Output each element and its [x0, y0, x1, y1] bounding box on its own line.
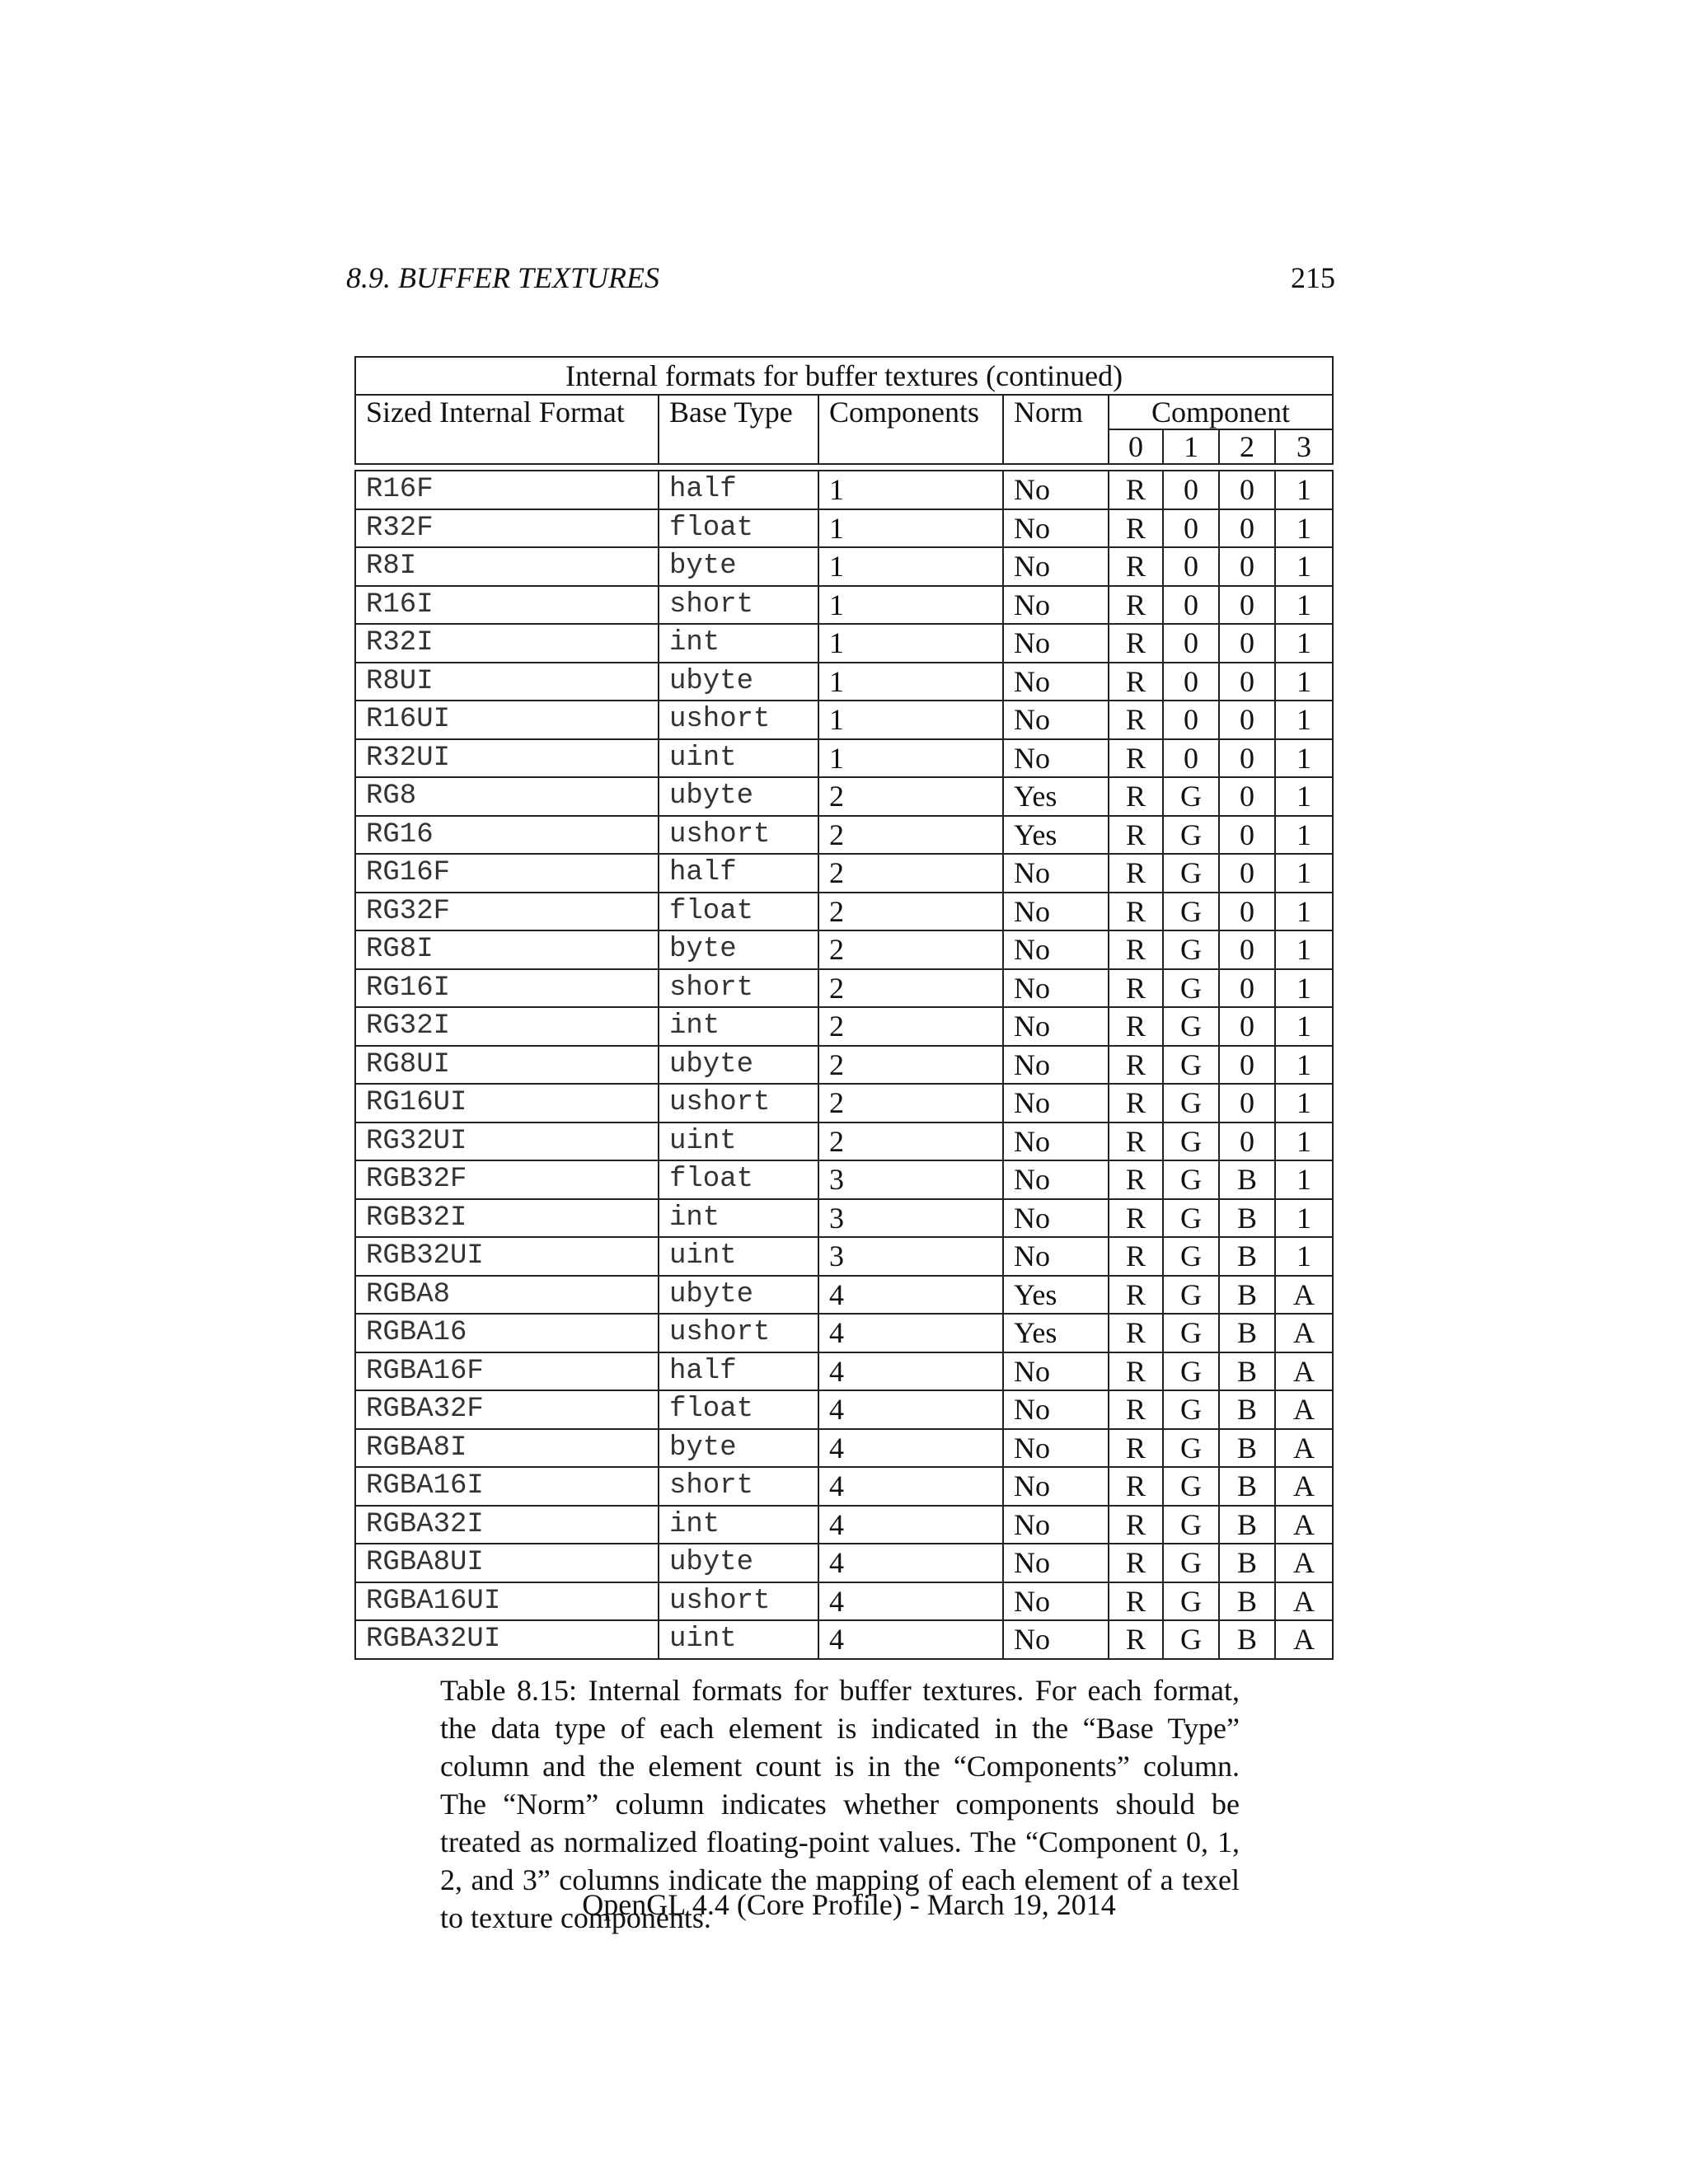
cell-base-type: ubyte [659, 1276, 818, 1315]
cell-component-2: 0 [1219, 471, 1275, 509]
table-body [355, 471, 1333, 1659]
column-header-component-group: Component [1109, 395, 1333, 429]
cell-base-type: float [659, 893, 818, 931]
cell-norm: No [1003, 1199, 1109, 1238]
cell-component-2: B [1219, 1582, 1275, 1621]
cell-format: R16UI [355, 701, 659, 739]
cell-components: 4 [818, 1582, 1003, 1621]
cell-norm: No [1003, 854, 1109, 893]
table-row [355, 471, 1333, 509]
cell-norm: No [1003, 1467, 1109, 1506]
cell-component-0: R [1109, 1467, 1163, 1506]
cell-format: RG8UI [355, 1046, 659, 1085]
cell-norm: No [1003, 1237, 1109, 1276]
cell-component-1: G [1163, 1237, 1219, 1276]
cell-component-3: A [1275, 1352, 1333, 1391]
cell-component-0: R [1109, 663, 1163, 701]
cell-component-1: G [1163, 1467, 1219, 1506]
cell-norm: No [1003, 547, 1109, 586]
cell-component-2: 0 [1219, 930, 1275, 969]
cell-format: RGB32I [355, 1199, 659, 1238]
cell-format: RG16 [355, 816, 659, 855]
cell-component-2: 0 [1219, 624, 1275, 663]
cell-base-type: byte [659, 930, 818, 969]
table-row [355, 1237, 1333, 1276]
cell-base-type: short [659, 586, 818, 625]
cell-norm: No [1003, 509, 1109, 548]
cell-component-0: R [1109, 701, 1163, 739]
cell-format: RGBA16F [355, 1352, 659, 1391]
cell-components: 1 [818, 739, 1003, 778]
cell-components: 4 [818, 1352, 1003, 1391]
cell-components: 4 [818, 1429, 1003, 1468]
page-footer: OpenGL 4.4 (Core Profile) - March 19, 2014 [582, 1888, 1116, 1921]
cell-base-type: byte [659, 1429, 818, 1468]
cell-norm: No [1003, 1544, 1109, 1582]
cell-format: R8UI [355, 663, 659, 701]
cell-component-1: G [1163, 777, 1219, 816]
cell-component-1: G [1163, 1429, 1219, 1468]
table-row [355, 1506, 1333, 1544]
table-row [355, 1314, 1333, 1352]
cell-format: RG32F [355, 893, 659, 931]
cell-base-type: ubyte [659, 1544, 818, 1582]
column-header-component-1: 1 [1163, 429, 1219, 464]
section-title: 8.9. BUFFER TEXTURES [346, 261, 659, 294]
table-row [355, 930, 1333, 969]
cell-component-2: B [1219, 1314, 1275, 1352]
cell-component-3: 1 [1275, 509, 1333, 548]
cell-component-3: 1 [1275, 624, 1333, 663]
cell-components: 4 [818, 1467, 1003, 1506]
cell-component-1: G [1163, 1046, 1219, 1085]
cell-component-3: 1 [1275, 471, 1333, 509]
cell-format: RGBA16I [355, 1467, 659, 1506]
cell-norm: No [1003, 1506, 1109, 1544]
cell-component-1: G [1163, 1007, 1219, 1046]
cell-component-1: 0 [1163, 586, 1219, 625]
cell-base-type: int [659, 1199, 818, 1238]
table-row [355, 1276, 1333, 1315]
cell-components: 4 [818, 1506, 1003, 1544]
column-header-component-2: 2 [1219, 429, 1275, 464]
cell-component-1: G [1163, 1084, 1219, 1122]
cell-base-type: ubyte [659, 777, 818, 816]
cell-component-3: 1 [1275, 1084, 1333, 1122]
cell-component-2: 0 [1219, 1084, 1275, 1122]
cell-component-1: 0 [1163, 701, 1219, 739]
cell-component-0: R [1109, 1199, 1163, 1238]
cell-norm: No [1003, 1429, 1109, 1468]
cell-format: RGBA8I [355, 1429, 659, 1468]
cell-format: RGBA32I [355, 1506, 659, 1544]
cell-component-1: 0 [1163, 624, 1219, 663]
cell-component-2: B [1219, 1506, 1275, 1544]
cell-components: 2 [818, 1122, 1003, 1161]
cell-component-2: B [1219, 1544, 1275, 1582]
table-row [355, 1467, 1333, 1506]
cell-norm: No [1003, 1390, 1109, 1429]
table-row [355, 1084, 1333, 1122]
cell-norm: No [1003, 739, 1109, 778]
cell-component-3: 1 [1275, 1160, 1333, 1199]
cell-norm: No [1003, 1582, 1109, 1621]
cell-base-type: float [659, 1160, 818, 1199]
cell-format: R16F [355, 471, 659, 509]
cell-component-0: R [1109, 893, 1163, 931]
cell-component-3: 1 [1275, 930, 1333, 969]
cell-norm: Yes [1003, 1276, 1109, 1315]
column-header-component-3: 3 [1275, 429, 1333, 464]
table-row [355, 893, 1333, 931]
cell-component-2: 0 [1219, 509, 1275, 548]
cell-component-3: A [1275, 1276, 1333, 1315]
cell-component-3: 1 [1275, 1237, 1333, 1276]
cell-component-1: 0 [1163, 547, 1219, 586]
table-row [355, 777, 1333, 816]
cell-component-3: A [1275, 1582, 1333, 1621]
header-separator [355, 464, 1333, 471]
cell-component-0: R [1109, 777, 1163, 816]
cell-component-1: G [1163, 816, 1219, 855]
cell-component-2: B [1219, 1199, 1275, 1238]
cell-component-0: R [1109, 1122, 1163, 1161]
cell-component-1: 0 [1163, 509, 1219, 548]
cell-components: 4 [818, 1390, 1003, 1429]
cell-base-type: half [659, 854, 818, 893]
cell-component-0: R [1109, 1314, 1163, 1352]
cell-component-0: R [1109, 1582, 1163, 1621]
cell-base-type: float [659, 509, 818, 548]
cell-component-3: A [1275, 1506, 1333, 1544]
cell-component-2: B [1219, 1429, 1275, 1468]
cell-component-1: G [1163, 893, 1219, 931]
table-row [355, 739, 1333, 778]
cell-component-0: R [1109, 1007, 1163, 1046]
cell-base-type: ubyte [659, 663, 818, 701]
cell-component-2: 0 [1219, 777, 1275, 816]
cell-base-type: int [659, 1506, 818, 1544]
cell-component-0: R [1109, 1620, 1163, 1659]
column-header-norm: Norm [1003, 395, 1109, 464]
cell-norm: No [1003, 1084, 1109, 1122]
cell-norm: No [1003, 930, 1109, 969]
cell-component-2: B [1219, 1390, 1275, 1429]
cell-component-3: 1 [1275, 663, 1333, 701]
cell-base-type: short [659, 969, 818, 1008]
cell-norm: No [1003, 663, 1109, 701]
cell-norm: Yes [1003, 1314, 1109, 1352]
cell-component-3: 1 [1275, 739, 1333, 778]
cell-component-0: R [1109, 471, 1163, 509]
table-caption: Table 8.15: Internal formats for buffer textures. For each format, the data type of each element is indicated in the “Base Type” column and the element count is in the “Components” column. The “Norm” column indicates whether components should be treated as normalized floating-point values. The “Component 0, 1, 2, and 3” columns indicate the mapping of each element of a texel to texture components. [440, 1674, 1240, 1934]
cell-norm: No [1003, 1122, 1109, 1161]
cell-components: 3 [818, 1160, 1003, 1199]
cell-component-0: R [1109, 1084, 1163, 1122]
column-header-format: Sized Internal Format [355, 395, 659, 464]
cell-component-3: 1 [1275, 1199, 1333, 1238]
cell-component-3: 1 [1275, 701, 1333, 739]
table-row [355, 1352, 1333, 1391]
cell-component-2: 0 [1219, 969, 1275, 1008]
cell-norm: No [1003, 1007, 1109, 1046]
cell-components: 1 [818, 471, 1003, 509]
cell-component-1: G [1163, 1544, 1219, 1582]
cell-component-0: R [1109, 854, 1163, 893]
cell-base-type: uint [659, 1122, 818, 1161]
cell-component-1: G [1163, 969, 1219, 1008]
cell-components: 2 [818, 930, 1003, 969]
table-row [355, 624, 1333, 663]
cell-base-type: half [659, 471, 818, 509]
cell-component-2: 0 [1219, 663, 1275, 701]
cell-component-0: R [1109, 509, 1163, 548]
cell-component-0: R [1109, 1237, 1163, 1276]
cell-component-3: 1 [1275, 547, 1333, 586]
cell-norm: No [1003, 1620, 1109, 1659]
cell-base-type: half [659, 1352, 818, 1391]
cell-base-type: uint [659, 1620, 818, 1659]
cell-base-type: float [659, 1390, 818, 1429]
table-row [355, 1582, 1333, 1621]
cell-format: RGB32UI [355, 1237, 659, 1276]
cell-norm: No [1003, 969, 1109, 1008]
cell-format: RGBA32UI [355, 1620, 659, 1659]
table-row [355, 1199, 1333, 1238]
cell-component-3: 1 [1275, 816, 1333, 855]
cell-component-1: G [1163, 930, 1219, 969]
cell-component-2: B [1219, 1467, 1275, 1506]
cell-component-3: A [1275, 1429, 1333, 1468]
cell-base-type: ushort [659, 1582, 818, 1621]
column-header-component-0: 0 [1109, 429, 1163, 464]
cell-base-type: ushort [659, 1084, 818, 1122]
cell-base-type: uint [659, 1237, 818, 1276]
cell-component-2: B [1219, 1237, 1275, 1276]
cell-base-type: int [659, 1007, 818, 1046]
cell-components: 3 [818, 1237, 1003, 1276]
column-header-components: Components [818, 395, 1003, 464]
cell-components: 4 [818, 1544, 1003, 1582]
cell-component-0: R [1109, 816, 1163, 855]
cell-components: 2 [818, 1084, 1003, 1122]
cell-format: R16I [355, 586, 659, 625]
page-number: 215 [1291, 261, 1335, 294]
cell-component-3: 1 [1275, 1046, 1333, 1085]
cell-components: 4 [818, 1314, 1003, 1352]
cell-component-3: 1 [1275, 1007, 1333, 1046]
cell-component-0: R [1109, 1046, 1163, 1085]
cell-components: 2 [818, 816, 1003, 855]
cell-component-3: 1 [1275, 586, 1333, 625]
running-head [346, 257, 1335, 298]
table-row [355, 1160, 1333, 1199]
cell-component-3: 1 [1275, 1122, 1333, 1161]
cell-component-3: A [1275, 1467, 1333, 1506]
internal-formats-table [354, 356, 1334, 1660]
table-row [355, 1122, 1333, 1161]
table-row [355, 663, 1333, 701]
cell-component-0: R [1109, 1160, 1163, 1199]
cell-component-1: G [1163, 854, 1219, 893]
cell-format: RGBA16UI [355, 1582, 659, 1621]
cell-component-2: B [1219, 1160, 1275, 1199]
cell-format: RGBA32F [355, 1390, 659, 1429]
cell-component-0: R [1109, 969, 1163, 1008]
cell-component-2: 0 [1219, 1046, 1275, 1085]
cell-component-0: R [1109, 1276, 1163, 1315]
cell-component-3: A [1275, 1544, 1333, 1582]
cell-component-1: G [1163, 1122, 1219, 1161]
table-row [355, 1620, 1333, 1659]
cell-norm: No [1003, 586, 1109, 625]
cell-component-2: 0 [1219, 1122, 1275, 1161]
cell-component-3: 1 [1275, 854, 1333, 893]
table-row [355, 701, 1333, 739]
cell-norm: No [1003, 471, 1109, 509]
cell-norm: No [1003, 1046, 1109, 1085]
cell-format: RG32UI [355, 1122, 659, 1161]
cell-format: RG16UI [355, 1084, 659, 1122]
cell-component-1: G [1163, 1506, 1219, 1544]
cell-component-0: R [1109, 1390, 1163, 1429]
table-row [355, 969, 1333, 1008]
cell-format: RG16F [355, 854, 659, 893]
table-row [355, 586, 1333, 625]
cell-base-type: ushort [659, 701, 818, 739]
cell-component-1: G [1163, 1160, 1219, 1199]
cell-base-type: short [659, 1467, 818, 1506]
cell-components: 1 [818, 586, 1003, 625]
cell-component-0: R [1109, 1544, 1163, 1582]
cell-components: 1 [818, 547, 1003, 586]
cell-component-0: R [1109, 1352, 1163, 1391]
cell-component-3: A [1275, 1620, 1333, 1659]
cell-components: 1 [818, 663, 1003, 701]
cell-component-1: G [1163, 1199, 1219, 1238]
column-header-base-type: Base Type [659, 395, 818, 464]
cell-component-2: B [1219, 1276, 1275, 1315]
cell-norm: No [1003, 1160, 1109, 1199]
cell-component-2: B [1219, 1352, 1275, 1391]
cell-format: R32F [355, 509, 659, 548]
cell-format: RG8I [355, 930, 659, 969]
cell-component-3: 1 [1275, 969, 1333, 1008]
table-row [355, 854, 1333, 893]
cell-component-1: 0 [1163, 739, 1219, 778]
cell-component-1: 0 [1163, 471, 1219, 509]
table-row [355, 1390, 1333, 1429]
cell-format: RG32I [355, 1007, 659, 1046]
cell-components: 3 [818, 1199, 1003, 1238]
cell-components: 4 [818, 1620, 1003, 1659]
cell-components: 1 [818, 509, 1003, 548]
cell-component-0: R [1109, 586, 1163, 625]
cell-components: 1 [818, 701, 1003, 739]
cell-format: RGB32F [355, 1160, 659, 1199]
table-row [355, 816, 1333, 855]
cell-component-0: R [1109, 547, 1163, 586]
cell-norm: No [1003, 1352, 1109, 1391]
cell-base-type: ushort [659, 816, 818, 855]
cell-component-1: 0 [1163, 663, 1219, 701]
cell-component-3: 1 [1275, 777, 1333, 816]
cell-norm: No [1003, 701, 1109, 739]
table-row [355, 509, 1333, 548]
cell-component-1: G [1163, 1582, 1219, 1621]
cell-component-0: R [1109, 624, 1163, 663]
cell-components: 2 [818, 1046, 1003, 1085]
cell-norm: Yes [1003, 777, 1109, 816]
cell-component-1: G [1163, 1352, 1219, 1391]
cell-component-3: A [1275, 1314, 1333, 1352]
cell-component-2: 0 [1219, 547, 1275, 586]
table-row [355, 1544, 1333, 1582]
cell-component-0: R [1109, 1506, 1163, 1544]
cell-component-2: 0 [1219, 739, 1275, 778]
cell-format: R8I [355, 547, 659, 586]
cell-component-3: A [1275, 1390, 1333, 1429]
cell-component-1: G [1163, 1620, 1219, 1659]
cell-component-2: 0 [1219, 854, 1275, 893]
cell-base-type: byte [659, 547, 818, 586]
cell-format: RGBA8UI [355, 1544, 659, 1582]
cell-component-2: 0 [1219, 816, 1275, 855]
cell-format: RG16I [355, 969, 659, 1008]
table-title: Internal formats for buffer textures (continued) [355, 357, 1333, 395]
cell-format: RGBA8 [355, 1276, 659, 1315]
cell-format: R32UI [355, 739, 659, 778]
cell-components: 2 [818, 893, 1003, 931]
table-row [355, 1429, 1333, 1468]
cell-component-1: G [1163, 1314, 1219, 1352]
cell-components: 1 [818, 624, 1003, 663]
cell-format: RGBA16 [355, 1314, 659, 1352]
cell-component-1: G [1163, 1390, 1219, 1429]
cell-component-1: G [1163, 1276, 1219, 1315]
table-row [355, 1007, 1333, 1046]
cell-norm: No [1003, 893, 1109, 931]
cell-base-type: uint [659, 739, 818, 778]
cell-component-2: 0 [1219, 893, 1275, 931]
cell-base-type: int [659, 624, 818, 663]
cell-base-type: ubyte [659, 1046, 818, 1085]
cell-norm: Yes [1003, 816, 1109, 855]
table-row [355, 1046, 1333, 1085]
cell-components: 2 [818, 854, 1003, 893]
cell-components: 4 [818, 1276, 1003, 1315]
cell-format: R32I [355, 624, 659, 663]
cell-components: 2 [818, 777, 1003, 816]
cell-base-type: ushort [659, 1314, 818, 1352]
cell-norm: No [1003, 624, 1109, 663]
cell-component-3: 1 [1275, 893, 1333, 931]
cell-component-0: R [1109, 930, 1163, 969]
cell-component-2: 0 [1219, 586, 1275, 625]
cell-component-2: 0 [1219, 1007, 1275, 1046]
cell-component-2: B [1219, 1620, 1275, 1659]
cell-components: 2 [818, 1007, 1003, 1046]
cell-component-0: R [1109, 739, 1163, 778]
cell-component-2: 0 [1219, 701, 1275, 739]
cell-format: RG8 [355, 777, 659, 816]
cell-components: 2 [818, 969, 1003, 1008]
cell-component-0: R [1109, 1429, 1163, 1468]
table-row [355, 547, 1333, 586]
